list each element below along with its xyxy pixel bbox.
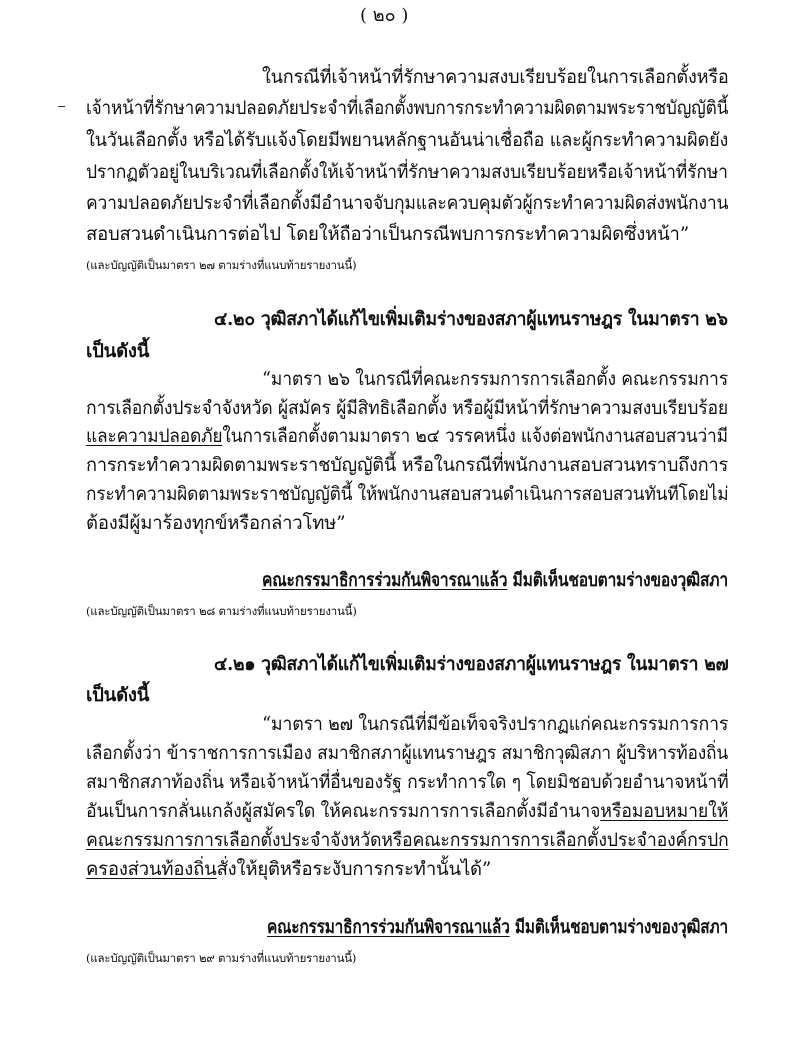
quote-line: เลือกตั้งว่า ข้าราชการการเมือง สมาชิกสภาผู้แทนราษฎร สมาชิกวุฒิสภา ผู้บริหารท้องถิ่น: [86, 743, 729, 764]
amended-text: คณะกรรมการการเลือกตั้งประจำจังหวัดหรือคณะกรรมการการเลือกตั้งประจำองค์กรปก: [86, 830, 729, 851]
quote-line: สมาชิกสภาท้องถิ่น หรือเจ้าหน้าที่อื่นของรัฐ กระทำการใด ๆ โดยมิชอบด้วยอำนาจหน้าที่: [86, 772, 729, 793]
quote-line: [86, 857, 491, 883]
committee-decision: มีมติเห็นชอบตามร่างของวุฒิสภา: [507, 570, 728, 591]
quote-line: ต้องมีผู้มาร้องทุกข์หรือกล่าวโทษ”: [86, 513, 346, 534]
section-heading: ๔.๒๑ วุฒิสภาได้แก้ไขเพิ่มเติมร่างของสภาผู้แทนราษฎร ในมาตรา ๒๗: [214, 654, 729, 675]
quote-text: สั่งให้ยุติหรือระงับการกระทำนั้นได้”: [216, 859, 492, 880]
reference-note: (และบัญญัติเป็นมาตรา ๒๗ ตามร่างที่แนบท้ายรายงานนี้): [86, 258, 357, 272]
margin-mark: [58, 106, 65, 107]
quote-line: [86, 424, 728, 450]
reference-note: (และบัญญัติเป็นมาตรา ๒๘ ตามร่างที่แนบท้ายรายงานนี้): [86, 604, 357, 618]
paragraph-line: ในวันเลือกตั้ง หรือได้รับแจ้งโดยมีพยานหลักฐานอันน่าเชื่อถือ และผู้กระทำความผิดยัง: [86, 130, 729, 151]
quote-line: [86, 799, 728, 825]
quote-line: “มาตรา ๒๖ ในกรณีที่คณะกรรมการการเลือกตั้ง คณะกรรมการ: [262, 369, 729, 390]
quote-line: “มาตรา ๒๗ ในกรณีที่มีข้อเท็จจริงปรากฏแก่คณะกรรมการการ: [262, 714, 729, 735]
quote-text: อันเป็นการกลั่นแกล้งผู้สมัครใด ให้คณะกรรมการการเลือกตั้งมีอำนาจ: [86, 801, 601, 822]
amended-text: หรือมอบหมายให้: [600, 801, 729, 822]
paragraph-line: ความปลอดภัยประจำที่เลือกตั้งมีอำนาจจับกุมและควบคุมตัวผู้กระทำความผิดส่งพนักงาน: [86, 193, 729, 214]
paragraph-line: ในกรณีที่เจ้าหน้าที่รักษาความสงบเรียบร้อยในการเลือกตั้งหรือ: [262, 67, 729, 88]
committee-label: คณะกรรมาธิการร่วมกันพิจารณาแล้ว: [267, 917, 510, 938]
committee-resolution: [267, 915, 728, 941]
quote-line: การกระทำความผิดตามพระราชบัญญัตินี้ หรือในกรณีที่พนักงานสอบสวนทราบถึงการ: [86, 455, 729, 476]
paragraph-line: ปรากฏตัวอยู่ในบริเวณที่เลือกตั้งให้เจ้าหน้าที่รักษาความสงบเรียบร้อยหรือเจ้าหน้าที่รักษา: [86, 162, 728, 183]
committee-resolution: [262, 568, 728, 594]
committee-label: คณะกรรมาธิการร่วมกันพิจารณาแล้ว: [262, 570, 508, 591]
reference-note: (และบัญญัติเป็นมาตรา ๒๙ ตามร่างที่แนบท้ายรายงานนี้): [86, 951, 357, 965]
section-heading-continuation: เป็นดังนี้: [86, 341, 150, 362]
paragraph-line: สอบสวนดำเนินการต่อไป โดยให้ถือว่าเป็นกรณีพบการกระทำความผิดซึ่งหน้า”: [86, 224, 689, 245]
amended-text: และความปลอดภัย: [86, 426, 223, 447]
paragraph-line: เจ้าหน้าที่รักษาความปลอดภัยประจำที่เลือกตั้งพบการกระทำความผิดตามพระราชบัญญัตินี้: [86, 98, 729, 119]
page-number: ( ๒๐ ): [360, 5, 409, 26]
section-heading: ๔.๒๐ วุฒิสภาได้แก้ไขเพิ่มเติมร่างของสภาผู้แทนราษฎร ในมาตรา ๒๖: [214, 309, 728, 330]
section-heading-continuation: เป็นดังนี้: [86, 685, 150, 706]
amended-text: ครองส่วนท้องถิ่น: [86, 859, 217, 880]
quote-text: ในการเลือกตั้งตามมาตรา ๒๔ วรรคหนึ่ง แจ้งต่อพนักงานสอบสวนว่ามี: [222, 426, 728, 447]
quote-line: กระทำความผิดตามพระราชบัญญัตินี้ ให้พนักงานสอบสวนดำเนินการสอบสวนทันทีโดยไม่: [86, 484, 729, 505]
quote-line: การเลือกตั้งประจำจังหวัด ผู้สมัคร ผู้มีสิทธิเลือกตั้ง หรือผู้มีหน้าที่รักษาความสงบเรียบร้อย: [86, 398, 728, 419]
quote-line: [86, 828, 729, 854]
committee-decision: มีมติเห็นชอบตามร่างของวุฒิสภา: [509, 917, 728, 938]
